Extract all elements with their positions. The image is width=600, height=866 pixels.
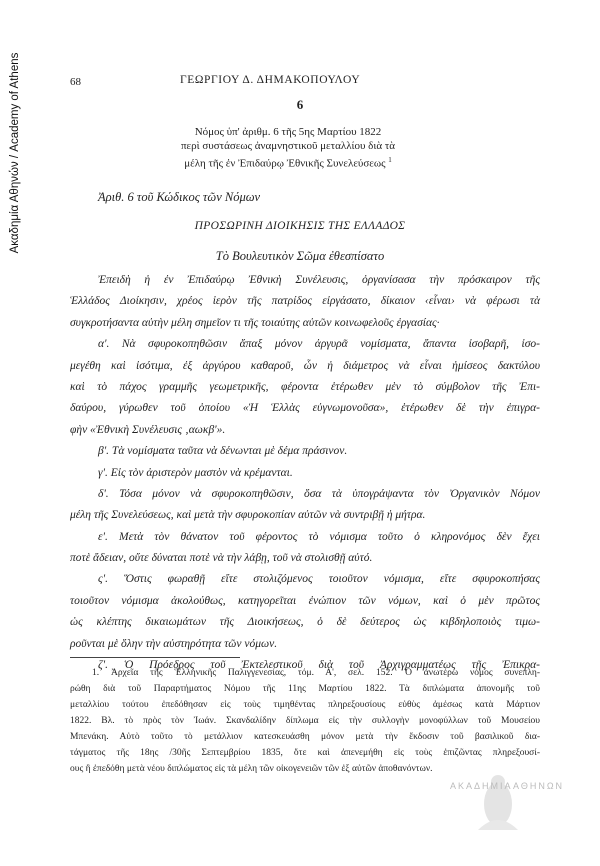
body-line: ποτὲ ἄδειαν, οὔτε δύναται ποτὲ νὰ τὴν λάβῃ, τοῦ νὰ στολισθῇ αὐτό.	[70, 552, 373, 565]
decree-title: Τὸ Βουλευτικὸν Σῶμα ἐθεσπίσατο	[215, 249, 385, 263]
body-line: καὶ τὸ πάχος γραμμῆς γεωμετρικῆς, φέροντα ἑτέρωθεν μὲν τὸ σύμβολον τῆς Ἐπι-	[70, 380, 540, 393]
body-line: τοιοῦτον νόμισμα ἀκολούθως, κατηγορεῖται ἐνώπιον τῶν νόμων, καὶ ὁ μὲν πρῶτος	[70, 594, 540, 607]
body-line: ὡς κλέπτης δικαιωμάτων τῆς Διοικήσεως, ὁ δὲ δεύτερος ὡς κιβδηλοποιὸς τιμω-	[70, 616, 540, 629]
footnote-line: Μπενάκη. Αὐτὸ τοῦτο τὸ μετάλλιον κατεσκευάσθη μόνον μετὰ τὴν ἔκδοσιν τοῦ βασιλικοῦ δια-	[70, 732, 540, 742]
footnote-line: 1. Ἀρχεῖα τῆς Ἑλληνικῆς Παλιγγενεσίας, τόμ. Α', σελ. 152. Ὁ ἀνωτέρω νόμος συνεπλη-	[92, 668, 540, 678]
law-body	[70, 270, 540, 676]
body-line: συγκροτήσαντα αὐτὴν μέλη σημεῖον τι τῆς τοιαύτης αὐτῶν κοινωφελοῦς ἐργασίας·	[70, 316, 440, 329]
body-line: μεγέθη καὶ ἰσότιμα, ἐξ ἀργύρου καθαροῦ, ὧν ἡ διάμετρος νὰ εἶναι ἡμίσεος δακτύλου	[70, 359, 540, 372]
footnote-line: ρώθη διὰ τοῦ Παραρτήματος Νόμου τῆς 11ης Μαρτίου 1822. Τὰ διπλώματα ἀπονομῆς τοῦ	[70, 684, 540, 694]
law-heading-line: περὶ συστάσεως ἀναμνηστικοῦ μεταλλίου διὰ τὰ	[180, 140, 396, 152]
body-line: φὴν «Ἐθνικὴ Συνέλευσις ‚αωκβ'».	[70, 423, 226, 436]
archive-side-label	[4, 28, 26, 278]
footnote-mark: 1	[388, 156, 392, 164]
document-number: 6	[296, 97, 304, 112]
footnotes	[70, 665, 540, 777]
law-heading-line: Νόμος ὑπ' ἀριθμ. 6 τῆς 5ης Μαρτίου 1822	[194, 126, 382, 138]
running-head: ΓΕΩΡΓΙΟΥ Δ. ΔΗΜΑΚΟΠΟΥΛΟΥ	[180, 74, 361, 86]
watermark-text: ΑΘΗΝΩΝ	[513, 781, 565, 791]
page-number: 68	[70, 76, 81, 88]
footnote-divider	[70, 657, 240, 658]
body-line: Ἑλλάδος Διοίκησιν, χρέος ἱερὸν τῆς πατρίδος εἰργάσατο, δίκαιον ‹εἶναι› νὰ φέρωσι τὰ	[70, 295, 540, 308]
article-line: α'. Νὰ σφυροκοπηθῶσιν ἅπαξ μόνον ἀργυρᾶ νομίσματα, ἅπαντα ἰσοβαρῆ, ἰσο-	[98, 338, 540, 351]
body-line: ροῦνται μὲ ὅλην τὴν αὐστηρότητα τῶν νόμων.	[70, 637, 278, 650]
body-line: Ἐπειδὴ ἡ ἐν Ἐπιδαύρῳ Ἐθνικὴ Συνέλευσις, ὀργανίσασα τὴν πρόσκαιρον τῆς	[98, 274, 540, 286]
code-reference: Ἀριθ. 6 τοῦ Κώδικος τῶν Νόμων	[98, 190, 261, 204]
article-line: β'. Τὰ νομίσματα ταῦτα νὰ δένωνται μὲ δέμα πράσινον.	[98, 445, 348, 458]
law-heading	[118, 125, 458, 171]
body-line: δαύρου, γύρωθεν τοῦ ὁποίου «Ἡ Ἑλλὰς εὐγνωμονοῦσα», ἑτέρωθεν δὲ τὴν ἐπιγρα-	[70, 402, 540, 415]
footnote-line: ους ἢ ἐπεδόθη μετὰ νέου διπλώματος εἰς τὰ μέλη τῶν οἰκογενειῶν τῶν ἐξ αὐτῶν ἀποθανόντων.	[70, 764, 433, 774]
footnote-line: τάγματος τῆς 18ης /30ῆς Σεπτεμβρίου 1835, ὅτε καὶ ἀπενεμήθη εἰς τοὺς ἐπιζῶντας πληρεξουσί-	[70, 748, 540, 758]
law-heading-line	[118, 153, 458, 171]
government-title: ΠΡΟΣΩΡΙΝΗ ΔΙΟΙΚΗΣΙΣ ΤΗΣ ΕΛΛΑΔΟΣ	[194, 220, 406, 232]
body-line: μέλη τῆς Συνελεύσεως, καὶ μετὰ τὴν σφυροκοπίαν αὐτῶν νὰ συντριβῇ ἡ μήτρα.	[70, 509, 426, 522]
footnote-line: μεταλλίου τούτου ἐπεδόθησαν εἰς τοὺς τιμηθέντας πληρεξουσίους εὐθὺς ἀμέσως κατὰ Μάρτιον	[70, 700, 540, 710]
law-heading-line-text: μέλη τῆς ἐν Ἐπιδαύρῳ Ἐθνικῆς Συνελεύσεως	[184, 157, 386, 170]
watermark-text: ΑΚΑΔΗΜΙΑ	[450, 781, 513, 791]
footnote-line: 1822. Βλ. τὸ πρὸς τὸν Ἰωάν. Σκανδαλίδην δίπλωμα εἰς τὴν συλλογὴν μονοφύλλων τοῦ Μουσείου	[70, 716, 540, 726]
article-line: ς'. Ὅστις φωραθῇ εἴτε στολιζόμενος τοιοῦτον νόμισμα, εἴτε σφυροκοπήσας	[98, 573, 540, 586]
article-line: δ'. Τόσα μόνον νὰ σφυροκοπηθῶσιν, ὅσα τὰ ὑπογράψαντα τὸν Ὀργανικὸν Νόμον	[98, 487, 540, 500]
article-line: ε'. Μετὰ τὸν θάνατον τοῦ φέροντος τὸ νόμισμα τοῦτο ὁ κληρονόμος δὲν ἔχει	[98, 530, 540, 543]
article-line: γ'. Εἰς τὸν ἀριστερὸν μαστὸν νὰ κρέμανται.	[98, 466, 293, 479]
article-line: ζ'. Ὁ Πρόεδρος τοῦ Ἐκτελεστικοῦ διὰ τοῦ Ἀρχιγραμματέως τῆς Ἐπικρα-	[98, 659, 540, 672]
archive-side-label-text: Ακαδημία Αθηνών / Academy of Athens	[9, 52, 21, 254]
